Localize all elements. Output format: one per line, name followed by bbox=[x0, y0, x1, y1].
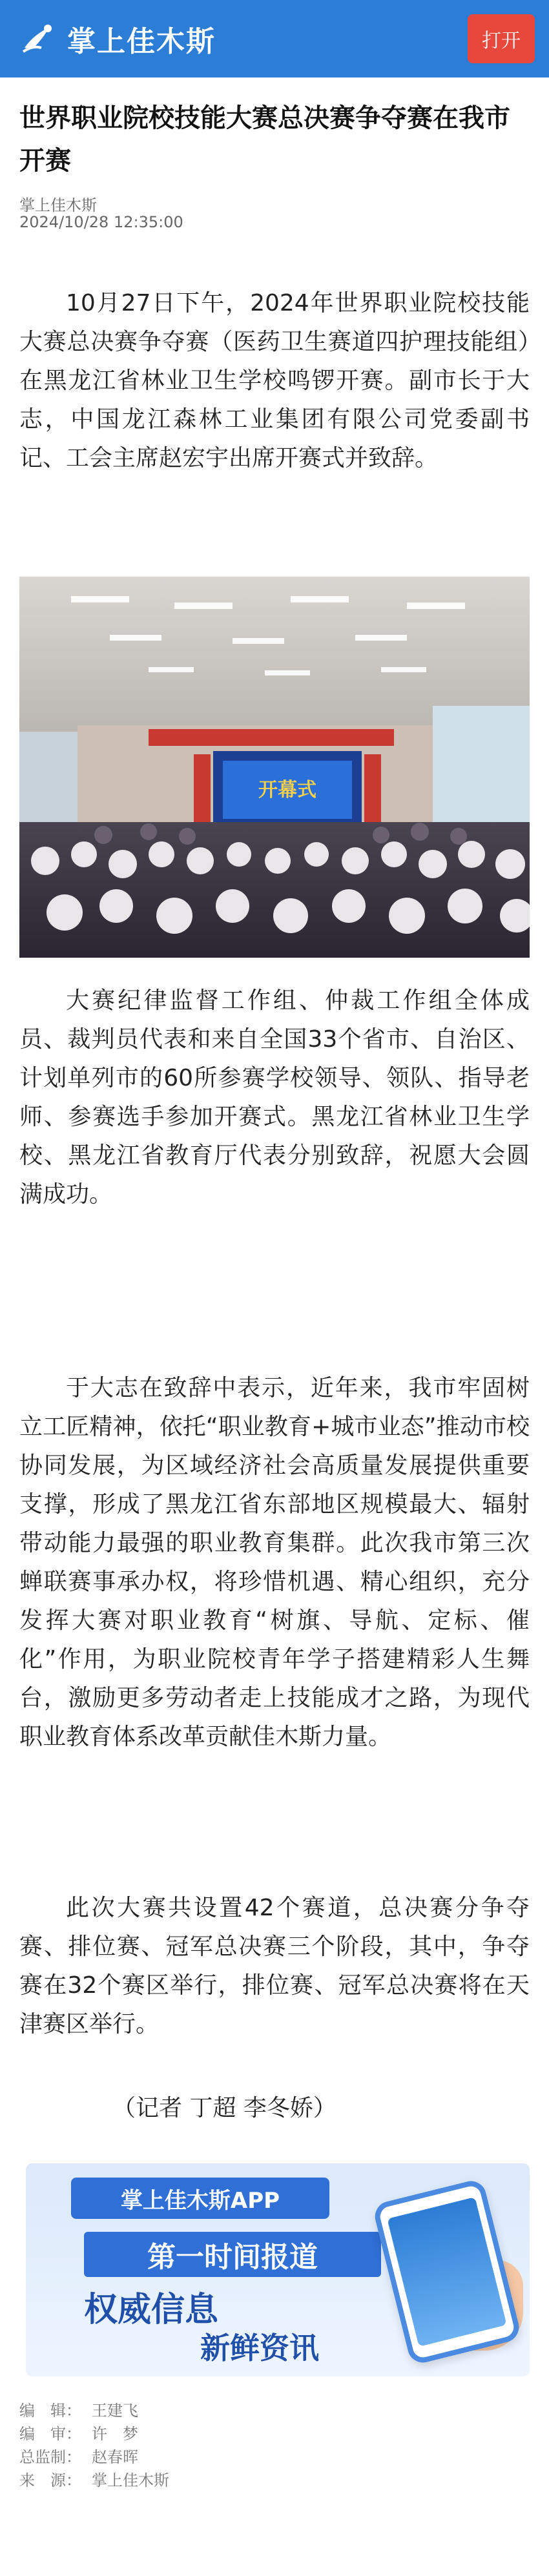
stage-screen-text: 开幕式 bbox=[258, 779, 316, 801]
opening-ceremony-photo bbox=[19, 577, 530, 958]
supervisor-row bbox=[19, 2446, 530, 2469]
promo-line-1: 权威信息 bbox=[84, 2291, 219, 2329]
editor-credits bbox=[19, 2399, 530, 2492]
app-header bbox=[0, 0, 549, 77]
article-paragraph: 此次大赛共设置42个赛道，总决赛分争夺赛、排位赛、冠军总决赛三个阶段，其中，争夺赛在32个赛区举行，排位赛、冠军总决赛将在天津赛区举行。 bbox=[19, 1895, 530, 2037]
article-paragraph: 10月27日下午，2024年世界职业院校技能大赛总决赛争夺赛（医药卫生赛道四护理技能组）在黑龙江省林业卫生学校鸣锣开赛。副市长于大志，中国龙江森林工业集团有限公司党委副书记、工会主席赵宏宇出席开赛式并致辞。 bbox=[19, 290, 530, 471]
supervisor-label: 总监制： bbox=[19, 2448, 81, 2466]
editor-label: 编 辑： bbox=[19, 2402, 81, 2420]
source-label: 来 源： bbox=[19, 2471, 81, 2489]
app-logo-icon bbox=[19, 19, 58, 58]
article-paragraph: 大赛纪律监督工作组、仲裁工作组全体成员、裁判员代表和来自全国33个省市、自治区、计划单列市的60所参赛学校领导、领队、指导老师、参赛选手参加开赛式。黑龙江省林业卫生学校、黑龙江省教育厅代表分别致辞，祝愿大会圆满成功。 bbox=[19, 987, 530, 1208]
article-title: 世界职业院校技能大赛总决赛争夺赛在我市开赛 bbox=[19, 103, 510, 176]
article-photo bbox=[19, 577, 530, 958]
article-paragraph: 于大志在致辞中表示，近年来，我市牢固树立工匠精神，依托“职业教育+城市业态”推动市校协同发展，为区域经济社会高质量发展提供重要支撑，形成了黑龙江省东部地区规模最大、辐射带动能力最强的职业教育集群。此次我市第三次蝉联赛事承办权，将珍惜机遇、精心组织，充分发挥大赛对职业教育“树旗、导航、定标、催化”作用，为职业院校青年学子搭建精彩人生舞台，激励更多劳动者走上技能成才之路，为现代职业教育体系改革贡献佳木斯力量。 bbox=[19, 1375, 530, 1750]
reviewer-value: 许 梦 bbox=[92, 2425, 138, 2443]
editor-value: 王建飞 bbox=[92, 2402, 138, 2420]
promo-tab: 掌上佳木斯APP bbox=[71, 2178, 329, 2219]
app-logo[interactable] bbox=[19, 18, 216, 59]
phone-icon bbox=[372, 2178, 523, 2366]
article-source: 掌上佳木斯 bbox=[19, 196, 97, 214]
promo-line-2: 新鲜资讯 bbox=[200, 2331, 319, 2365]
source-value: 掌上佳木斯 bbox=[92, 2471, 169, 2489]
editor-row bbox=[19, 2399, 530, 2422]
app-promo-banner[interactable] bbox=[26, 2163, 530, 2376]
supervisor-value: 赵春晖 bbox=[92, 2448, 138, 2466]
source-row bbox=[19, 2469, 530, 2492]
reporter-credit: （记者 丁超 李冬娇） bbox=[112, 2095, 337, 2121]
promo-band: 第一时间报道 bbox=[84, 2232, 381, 2277]
app-name: 掌上佳木斯 bbox=[67, 25, 216, 58]
phone-screen bbox=[387, 2197, 506, 2347]
reviewer-label: 编 审： bbox=[19, 2425, 81, 2443]
article-time: 2024/10/28 12:35:00 bbox=[19, 213, 183, 231]
open-app-button[interactable]: 打开 bbox=[468, 14, 535, 63]
reviewer-row bbox=[19, 2422, 530, 2446]
